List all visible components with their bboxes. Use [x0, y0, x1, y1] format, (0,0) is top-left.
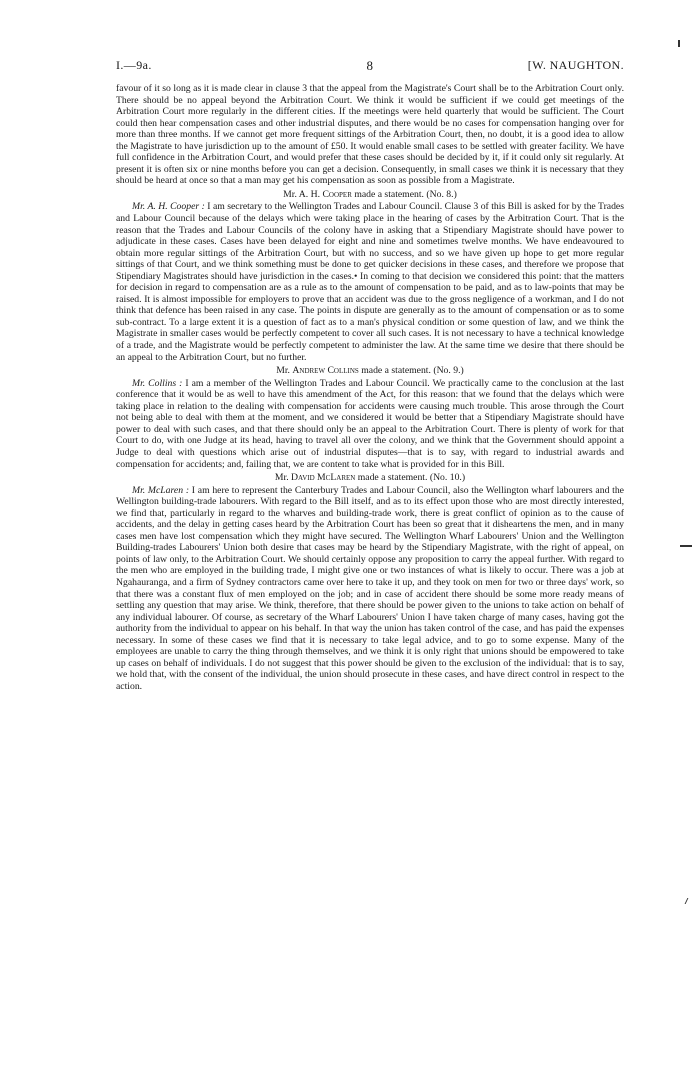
statement-cooper [116, 201, 624, 363]
page-number: 8 [366, 58, 374, 73]
speaker-name: Mr. Collins : [132, 377, 183, 389]
paragraph-continuation: favour of it so long as it is made clear in clause 3 that the appeal from the Magistrate's Court shall be to the Arbitration Court only. There should be no appeal beyond the Arbitration Court. We think it would be sufficient if we could get meetings of the Arbitration Court more regularly in the different cities. If the meetings were held quarterly that would be sufficient. The Court could then hear compensation cases and other industrial disputes, and there would be no cases for compensation hanging over for more than three months. If we cannot get more frequent sittings of the Arbitration Court, then, no doubt, it is a good idea to allow the Magistrate to have jurisdiction up to the amount of £50. It would enable small cases to be settled with greater facility. We have full confidence in the Arbitration Court, and would prefer that these cases should be decided by it, if it could only sit regularly. At present it is often six or nine months before you can get a decision. Consequently, in small cases we think it is necessary that they should be heard at once so that a man may get his compensation as soon as possible from a Magistrate. [116, 83, 624, 187]
page-header [116, 58, 624, 74]
document-body [116, 83, 624, 692]
speaker-name: Mr. McLaren : [132, 484, 190, 496]
section-heading-collins: Mr. Andrew Collins made a statement. (No. 9.) [276, 365, 464, 377]
statement-text: I am secretary to the Wellington Trades and Labour Council. Clause 3 of this Bill is asked for by the Trades and Labour Council because of the delays which were taking place in the hearing of cases by the Arbitration Court. That is the reason that the Trades and Labour Councils of the colony have in asking that a Stipendiary Magistrate should have power to adjudicate in these cases. Cases have been delayed for eight and nine and sometimes twelve months. We have endeavoured to obtain more regular sittings of the Arbitration Court, but with no success, and so we have given up hope to get more regular sittings of that Court, and we think something must be done to get quicker decisions in these cases, and therefore we propose that Stipendiary Magistrates should have jurisdiction in the cases.• In coming to that decision we considered this point: that the matters for decision in regard to compensation are as a rule as to the amount of compensation to be paid, and as to law-points that may be raised. It is almost impossible for employers to prove that an accident was due to the gross negligence of a workman, and I do not think that defence has been raised in any case. The points in dispute are generally as to the amount of compensation or as to some sub-contract. To a large extent it is a question of fact as to a man's physical condition or some question of law, and we think the Magistrate in smaller cases would be perfectly competent to cover all such cases. It is not necessary to have a technical knowledge of a trade, and the Magistrate would be perfectly competent to administer the law. At the same time we desire that there should be an appeal to the Arbitration Court, but no further. [116, 201, 625, 363]
header-witness: [W. NAUGHTON. [527, 58, 624, 72]
statement-text: I am here to represent the Canterbury Trades and Labour Council, also the Wellington wharf labourers and the Wellington building-trade labourers. With regard to the Bill itself, and as to its effect upon those who are most directly interested, we find that, particularly in regard to the wharves and building-trade work, there is great conflict of opinion as to the cause of accidents, and the delay in getting cases heard by the Arbitration Court has been so great that it disheartens the men, and in many cases men have lost compensation which they might have secured. The Wellington Wharf Labourers' Union and the Wellington Building-trades Labourers' Union both desire that cases may be heard by the Stipendiary Magistrate, with the right of appeal, on points of law only, to the Arbitration Court. We should certainly oppose any proposition to carry the appeal further. With regard to the men who are employed in the building trade, I might give one or two instances of what is likely to occur. There was a job at Ngahauranga, and a firm of Sydney contractors came over here to take it up, and they took on men for two or three days' work, so that there was a constant flux of men employed on the job; and in case of accident there should be some more ready means of settling any question that may arise. We think, therefore, that there should be power given to the unions to take action on behalf of any individual labourer. Of course, as secretary of the Wharf Labourers' Union I have taken charge of many cases, having got the authority from the individual to appear on his behalf. In that way the union has taken control of the case, and has paid the expenses necessary. In some of these cases we find that it is necessary to take legal advice, and to go to some expense. Many of the employees are unable to carry the thing through themselves, and we think it is only right that unions should be empowered to take up cases on behalf of individuals. I do not suggest that this power should be given to the exclusion of the individual: that is to say, we hold that, with the consent of the individual, the union should prosecute in these cases, and have direct control in respect to the action. [116, 484, 624, 692]
section-heading-mclaren: Mr. David McLaren made a statement. (No. 10.) [274, 472, 466, 484]
speaker-name: Mr. A. H. Cooper : [132, 201, 205, 213]
header-reference: I.—9a. [116, 58, 152, 72]
margin-mark [685, 898, 694, 904]
statement-collins [116, 378, 624, 470]
margin-mark [680, 545, 692, 547]
statement-mclaren [116, 485, 624, 693]
margin-mark [678, 40, 680, 47]
section-heading-cooper: Mr. A. H. Cooper made a statement. (No. 8.) [283, 188, 457, 200]
statement-text: I am a member of the Wellington Trades and Labour Council. We practically came to the conclusion at the last conference that it would be as well to have this amendment of the Act, for this reason: that we found that the delays which were taking place in relation to the dealing with compensation for accidents were causing much trouble. This arose through the Court not being able to deal with them at the moment, and we considered it would be better that a Stipendiary Magistrate should have power to deal with such cases, and that there should only be an appeal to the Arbitration Court. There is plenty of work for that Court to do, with one Judge at its head, having to travel all over the colony, and we think that the Government should appoint a Judge to deal with questions which arise out of industrial disputes—that is to say, with regard to industrial awards and compensation for accidents; and, failing that, we are content to take what is provided for in this Bill. [116, 377, 624, 470]
